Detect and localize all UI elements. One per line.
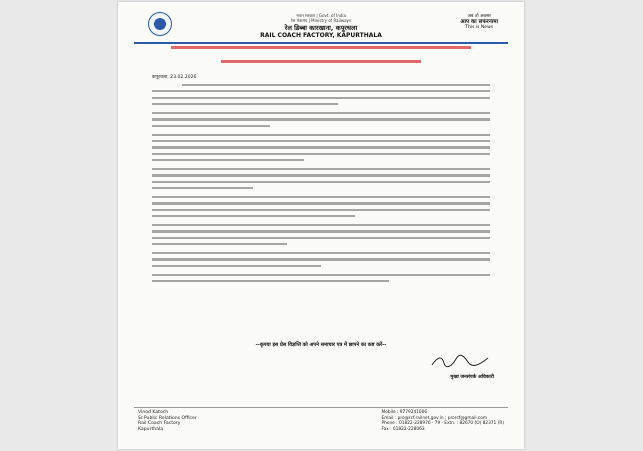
ministry-line: रेल मंत्रालय | Ministry of Railways xyxy=(291,18,351,23)
paragraph xyxy=(152,274,490,282)
email-address: Email : pro@rcf.railnet.gov.in ; prorcf@gmail.com xyxy=(381,415,488,421)
paragraph xyxy=(152,134,490,161)
headline-line-2 xyxy=(134,60,508,65)
mobile-number: Mobile : 9779241006 xyxy=(381,410,428,415)
footer-contact-details xyxy=(382,410,505,432)
letterhead-right-slogan xyxy=(460,14,498,31)
phone-number: Phone : 01822-228976 · 79 · Extn. : 82670 (O) 82371 (R) xyxy=(381,421,504,427)
closing-note: --कृपया इस प्रेस विज्ञप्ति को अपने समाचार पत्र में छापने का कष्ट करें-- xyxy=(255,342,387,348)
officer-org: Rail Coach Factory xyxy=(138,421,181,427)
signature xyxy=(430,354,490,368)
org-name-hindi: रेल डिब्बा कारखाना, कपूरथला xyxy=(284,24,358,32)
fax-number: Fax : 01822-228063 xyxy=(381,426,425,432)
paragraph xyxy=(152,112,490,127)
signatory-title: मुख्य जनसंपर्क अधिकारी xyxy=(450,375,494,380)
officer-name: Vinod Katoch xyxy=(138,410,169,415)
paragraph xyxy=(152,196,490,217)
paragraph xyxy=(152,168,490,189)
officer-location: Kapurthala xyxy=(138,426,164,432)
slogan-line-3: This is News xyxy=(465,25,494,30)
paragraph xyxy=(152,84,490,105)
org-name-english: RAIL COACH FACTORY, KAPURTHALA xyxy=(260,32,382,39)
gov-line: भारत सरकार | Govt. of India xyxy=(296,13,346,18)
officer-designation: Sr.Public Relations Officer xyxy=(138,415,197,421)
headline-line-1 xyxy=(134,46,508,51)
paragraph xyxy=(152,224,490,245)
slogan-line-2: आप का सफरनामा xyxy=(460,18,498,25)
release-date: कपूरथला, 23.02.2026 xyxy=(152,75,197,80)
footer-divider xyxy=(134,407,508,408)
footer-contact-person xyxy=(138,410,197,432)
header-divider xyxy=(134,42,508,44)
press-release-sheet xyxy=(118,2,524,449)
release-body xyxy=(152,84,490,289)
slogan-line-1: अब तो अवसर xyxy=(467,14,491,19)
paragraph xyxy=(152,252,490,267)
